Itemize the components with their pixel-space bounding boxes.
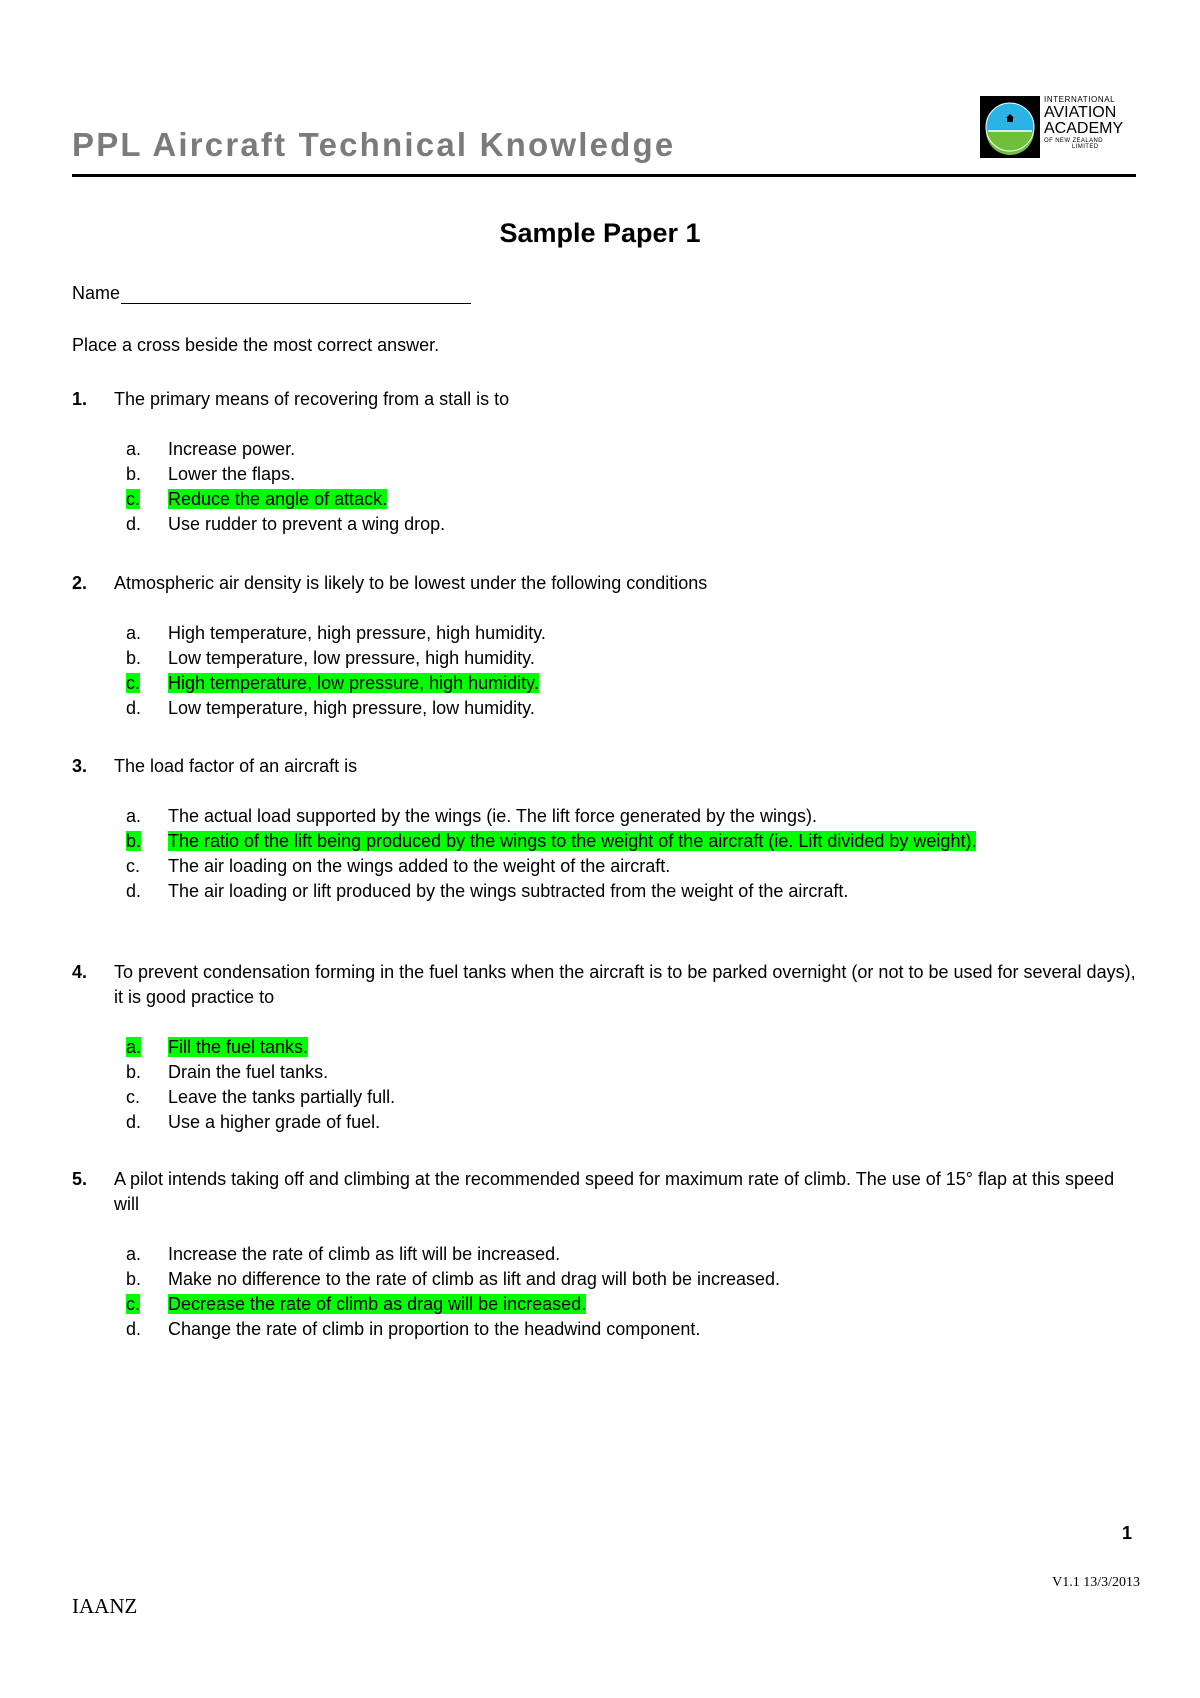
option-letter-text: d.	[126, 881, 142, 901]
question-number: 5.	[72, 1169, 88, 1189]
option-letter-text: b.	[126, 1269, 142, 1289]
name-underline[interactable]	[121, 285, 471, 304]
option-letter	[126, 671, 168, 696]
option-text-content: Use rudder to prevent a wing drop.	[168, 514, 446, 534]
answer-option[interactable]	[72, 621, 1136, 646]
question-text: Atmospheric air density is likely to be lowest under the following conditions	[114, 573, 708, 593]
option-letter	[126, 1317, 168, 1342]
option-letter	[126, 487, 168, 512]
option-text-content: The air loading on the wings added to the weight of the aircraft.	[168, 856, 671, 876]
option-letter	[126, 512, 168, 537]
option-text	[168, 1060, 1136, 1085]
option-text	[168, 671, 1136, 696]
option-text-content: Low temperature, low pressure, high humidity.	[168, 648, 535, 668]
option-text-content: The ratio of the lift being produced by the wings to the weight of the aircraft (ie. Lift divided by weight).	[168, 831, 977, 851]
option-text	[168, 1267, 1136, 1292]
option-letter-text: d.	[126, 1319, 142, 1339]
logo-line-limited: LIMITED	[1072, 144, 1099, 150]
academy-logo	[980, 96, 1136, 160]
logo-line-academy: ACADEMY	[1044, 120, 1124, 137]
answer-option[interactable]	[72, 1242, 1136, 1267]
answer-option[interactable]	[72, 1060, 1136, 1085]
option-text-content: Leave the tanks partially full.	[168, 1087, 396, 1107]
question-block	[72, 960, 1136, 1135]
answer-option[interactable]	[72, 512, 1136, 537]
option-text	[168, 487, 1136, 512]
answer-options	[72, 1242, 1136, 1342]
option-letter	[126, 437, 168, 462]
option-text	[168, 646, 1136, 671]
answer-option-correct[interactable]	[72, 1292, 1136, 1317]
option-text-content: Use a higher grade of fuel.	[168, 1112, 381, 1132]
answer-option-correct[interactable]	[72, 829, 1136, 854]
option-letter-text: b.	[126, 648, 142, 668]
option-letter	[126, 1242, 168, 1267]
option-letter	[126, 621, 168, 646]
logo-line-country: OF NEW ZEALAND	[1044, 138, 1103, 144]
answer-option[interactable]	[72, 462, 1136, 487]
option-text-content: Fill the fuel tanks.	[168, 1037, 309, 1057]
option-text-content: Change the rate of climb in proportion to the headwind component.	[168, 1319, 701, 1339]
question-text: A pilot intends taking off and climbing at the recommended speed for maximum rate of climb. The use of 15° flap at this speed will	[114, 1169, 1115, 1214]
question-text: The load factor of an aircraft is	[114, 756, 358, 776]
option-letter-text: c.	[126, 1087, 141, 1107]
option-letter-text: d.	[126, 514, 142, 534]
page-header	[72, 88, 1136, 177]
option-text-content: The air loading or lift produced by the wings subtracted from the weight of the aircraft.	[168, 881, 849, 901]
option-letter	[126, 1085, 168, 1110]
question-block	[72, 387, 1136, 537]
option-letter-text: c.	[126, 673, 141, 693]
option-text	[168, 1317, 1136, 1342]
option-text-content: Reduce the angle of attack.	[168, 489, 388, 509]
question-row	[72, 1167, 1136, 1217]
answer-option-correct[interactable]	[72, 671, 1136, 696]
question-text: To prevent condensation forming in the fuel tanks when the aircraft is to be parked overnight (or not to be used for several days), it is good practice to	[114, 962, 1136, 1007]
name-label: Name	[72, 283, 121, 303]
option-text	[168, 879, 1136, 904]
option-letter	[126, 1292, 168, 1317]
answer-option[interactable]	[72, 437, 1136, 462]
option-text	[168, 829, 1136, 854]
answer-option[interactable]	[72, 1085, 1136, 1110]
answer-options	[72, 437, 1136, 537]
page-number: 1	[1121, 1523, 1132, 1543]
option-text-content: Decrease the rate of climb as drag will be increased.	[168, 1294, 587, 1314]
option-letter	[126, 804, 168, 829]
option-text	[168, 804, 1136, 829]
option-letter	[126, 879, 168, 904]
question-number: 1.	[72, 389, 88, 409]
option-letter-text: b.	[126, 464, 142, 484]
attitude-indicator-icon	[980, 96, 1040, 158]
option-letter-text: c.	[126, 489, 141, 509]
question-block	[72, 754, 1136, 904]
question-row	[72, 960, 1136, 1010]
answer-option[interactable]	[72, 1267, 1136, 1292]
answer-options	[72, 804, 1136, 904]
option-text-content: Low temperature, high pressure, low humidity.	[168, 698, 535, 718]
option-text-content: Lower the flaps.	[168, 464, 296, 484]
answer-option-correct[interactable]	[72, 1035, 1136, 1060]
name-field	[72, 283, 471, 304]
option-letter	[126, 829, 168, 854]
answer-option[interactable]	[72, 854, 1136, 879]
option-text-content: Drain the fuel tanks.	[168, 1062, 329, 1082]
option-letter-text: b.	[126, 1062, 142, 1082]
option-letter	[126, 854, 168, 879]
option-letter	[126, 462, 168, 487]
question-block	[72, 571, 1136, 721]
option-letter	[126, 1035, 168, 1060]
option-text-content: Make no difference to the rate of climb as lift and drag will both be increased.	[168, 1269, 781, 1289]
option-letter-text: a.	[126, 1244, 142, 1264]
option-text	[168, 621, 1136, 646]
option-letter-text: c.	[126, 856, 141, 876]
answer-options	[72, 621, 1136, 721]
option-text	[168, 1035, 1136, 1060]
option-letter	[126, 1110, 168, 1135]
option-text	[168, 1242, 1136, 1267]
answer-option[interactable]	[72, 879, 1136, 904]
answer-option[interactable]	[72, 646, 1136, 671]
option-letter-text: b.	[126, 831, 142, 851]
option-letter-text: a.	[126, 439, 142, 459]
option-letter	[126, 1060, 168, 1085]
footer-organization: IAANZ	[72, 1594, 138, 1618]
logo-wordmark	[1044, 96, 1136, 150]
answer-option[interactable]	[72, 696, 1136, 721]
option-text	[168, 512, 1136, 537]
option-text	[168, 1110, 1136, 1135]
option-letter-text: c.	[126, 1294, 141, 1314]
instructions: Place a cross beside the most correct answer.	[72, 335, 440, 355]
answer-option-correct[interactable]	[72, 487, 1136, 512]
question-row	[72, 571, 1136, 596]
option-text	[168, 1292, 1136, 1317]
option-text-content: High temperature, high pressure, high humidity.	[168, 623, 546, 643]
option-text-content: Increase power.	[168, 439, 296, 459]
logo-line-international: INTERNATIONAL	[1044, 95, 1116, 104]
option-letter-text: a.	[126, 623, 142, 643]
option-text-content: High temperature, low pressure, high humidity.	[168, 673, 539, 693]
question-text: The primary means of recovering from a stall is to	[114, 389, 510, 409]
option-text	[168, 462, 1136, 487]
logo-line-aviation: AVIATION	[1044, 104, 1117, 121]
paper-title: Sample Paper 1	[499, 218, 701, 248]
option-letter	[126, 646, 168, 671]
question-number: 3.	[72, 756, 88, 776]
answer-option[interactable]	[72, 804, 1136, 829]
answer-option[interactable]	[72, 1110, 1136, 1135]
answer-options	[72, 1035, 1136, 1135]
option-letter-text: d.	[126, 698, 142, 718]
document-title: PPL Aircraft Technical Knowledge	[72, 126, 676, 163]
option-text-content: The actual load supported by the wings (ie. The lift force generated by the wings).	[168, 806, 818, 826]
option-text	[168, 696, 1136, 721]
question-block	[72, 1167, 1136, 1342]
option-text	[168, 437, 1136, 462]
option-text-content: Increase the rate of climb as lift will be increased.	[168, 1244, 561, 1264]
option-letter-text: d.	[126, 1112, 142, 1132]
option-letter	[126, 1267, 168, 1292]
question-row	[72, 754, 1136, 779]
option-letter-text: a.	[126, 806, 142, 826]
question-number: 2.	[72, 573, 88, 593]
answer-option[interactable]	[72, 1317, 1136, 1342]
logo-emblem	[980, 96, 1040, 158]
option-text	[168, 1085, 1136, 1110]
version-stamp: V1.1 13/3/2013	[1052, 1575, 1140, 1590]
option-text	[168, 854, 1136, 879]
question-row	[72, 387, 1136, 412]
option-letter-text: a.	[126, 1037, 142, 1057]
option-letter	[126, 696, 168, 721]
question-number: 4.	[72, 962, 88, 982]
